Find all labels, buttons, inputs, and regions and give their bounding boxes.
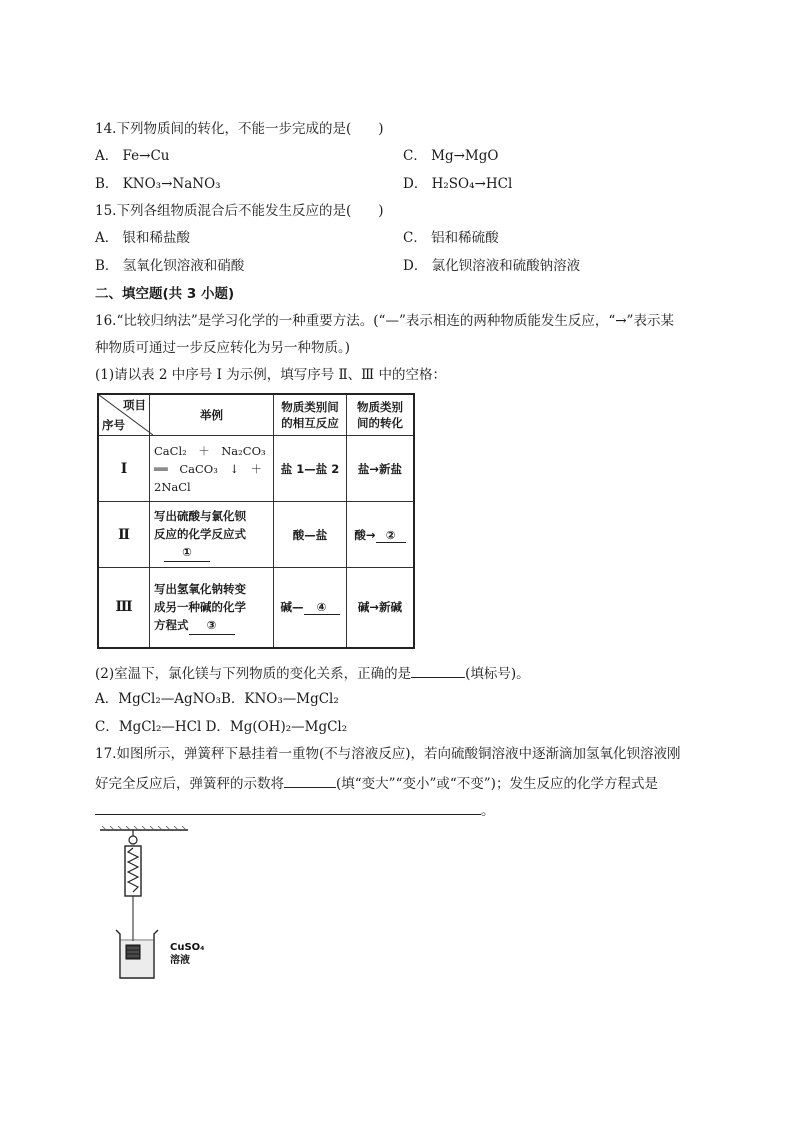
example-line: 成另一种碱的化学 [154, 599, 246, 614]
q16-part2 [95, 663, 530, 683]
example-line: 写出硫酸与氯化钡 [154, 509, 246, 523]
example-line: CaCl₂ ＋ Na₂CO₃ [154, 443, 266, 458]
answer-blank[interactable] [284, 773, 336, 788]
blank-3[interactable]: ③ [189, 616, 235, 635]
spring-balance-figure [90, 826, 230, 990]
header-c3-line1: 物质类别间 [281, 400, 339, 414]
row-number: Ⅲ [98, 568, 150, 648]
row-example [150, 502, 274, 568]
row-mutual-reaction: 酸—盐 [274, 502, 347, 568]
blank-4[interactable]: ④ [304, 600, 340, 615]
conversion-prefix: 酸→ [354, 527, 376, 542]
row-number: Ⅱ [98, 502, 150, 568]
q17-line2-end: (填“变大”“变小”或“不变”)；发生反应的化学方程式是 [336, 776, 658, 792]
q17-line2 [95, 773, 658, 793]
blank-1-wrap [154, 543, 269, 562]
table-row [98, 568, 414, 648]
answer-blank[interactable] [411, 663, 465, 678]
header-conversion [347, 394, 415, 436]
q14-stem: 14.下列物质间的转化，不能一步完成的是( ) [95, 121, 384, 137]
q16-line2: 种物质可通过一步反应转化为另一种物质。) [95, 340, 351, 356]
q15-stem: 15.下列各组物质混合后不能发生反应的是( ) [95, 203, 384, 219]
example-line [154, 616, 269, 635]
example-line: 反应的化学反应式 [154, 527, 246, 541]
table-row [98, 436, 414, 502]
q15-option-d: D． 氯化钡溶液和硫酸钠溶液 [403, 258, 581, 274]
blank-2[interactable]: ② [376, 528, 406, 543]
q17-line1: 17.如图所示，弹簧秤下悬挂着一重物(不与溶液反应)，若向硫酸铜溶液中逐渐滴加氢氧化钡溶液刚 [95, 746, 681, 762]
header-c4-line1: 物质类别 [357, 400, 403, 414]
q14-option-c: C． Mg→MgO [403, 148, 499, 164]
diagonal-header-cell [98, 394, 150, 436]
header-c4-line2: 间的转化 [357, 416, 403, 430]
q14-option-b: B． KNO₃→NaNO₃ [95, 176, 221, 192]
q14-option-d: D． H₂SO₄→HCl [403, 176, 513, 192]
q16-part2-text: (2)室温下，氯化镁与下列物质的变化关系，正确的是 [95, 666, 412, 682]
q15-option-a: A． 银和稀盐酸 [95, 230, 191, 246]
row-example [150, 568, 274, 648]
row-mutual-reaction [274, 568, 347, 648]
row-conversion [347, 502, 415, 568]
apparatus-diagram [90, 826, 230, 986]
row-conversion: 碱→新碱 [347, 568, 415, 648]
example-line: 2NaCl [154, 479, 191, 494]
header-example: 举例 [150, 394, 274, 436]
row-example [150, 436, 274, 502]
q17-line3 [95, 800, 495, 820]
example-line: ══ CaCO₃ ↓ ＋ [154, 461, 262, 476]
blank-1[interactable]: ① [164, 543, 210, 562]
q15-option-c: C． 铝和稀硫酸 [403, 230, 499, 246]
q17-line2-text: 好完全反应后，弹簧秤的示数将 [95, 776, 284, 792]
solution-label-line2: 溶液 [170, 955, 190, 966]
example-prefix: 方程式 [154, 617, 189, 632]
comparison-table [97, 393, 415, 649]
equation-blank[interactable] [95, 800, 481, 815]
reaction-prefix: 碱— [280, 600, 304, 615]
q16-options-cd: C．MgCl₂—HCl D．Mg(OH)₂—MgCl₂ [95, 719, 348, 735]
row-conversion: 盐→新盐 [347, 436, 415, 502]
section-heading: 二、填空题(共 3 小题) [95, 286, 235, 302]
q14-option-a: A． Fe→Cu [95, 148, 170, 164]
example-line: 写出氢氧化钠转变 [154, 581, 246, 596]
header-c3-line2: 的相互反应 [281, 416, 339, 430]
solution-label-line1: CuSO₄ [170, 942, 205, 953]
header-item-label: 项目 [123, 398, 146, 412]
q16-part1: (1)请以表 2 中序号 Ⅰ 为示例，填写序号 Ⅱ、Ⅲ 中的空格： [95, 367, 446, 383]
q16-line1: 16.“比较归纳法”是学习化学的一种重要方法。(“—”表示相连的两种物质能发生反应，“→”表示某 [95, 313, 674, 329]
q15-option-b: B． 氢氧化钡溶液和硝酸 [95, 258, 245, 274]
q16-options-ab: A．MgCl₂—AgNO₃B．KNO₃—MgCl₂ [95, 691, 339, 707]
table-row [98, 502, 414, 568]
q17-line3-end: 。 [481, 803, 495, 819]
table-header-row [98, 394, 414, 436]
row-number: Ⅰ [98, 436, 150, 502]
row-mutual-reaction: 盐 1—盐 2 [274, 436, 347, 502]
q16-part2-end: (填标号)。 [465, 666, 530, 682]
header-mutual-reaction [274, 394, 347, 436]
header-number-label: 序号 [102, 418, 125, 432]
